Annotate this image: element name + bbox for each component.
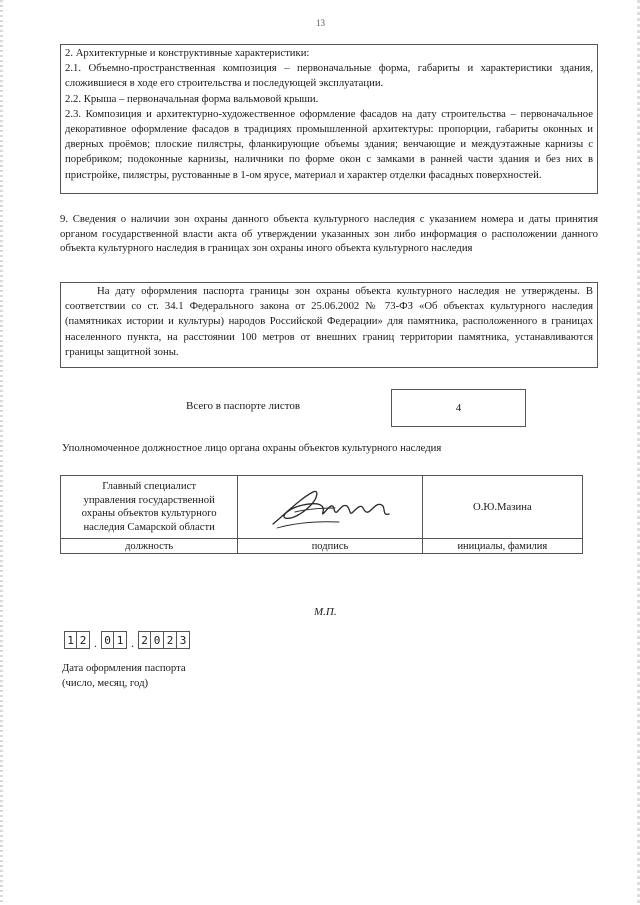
official-position xyxy=(61,476,238,539)
signature-row xyxy=(61,476,583,539)
official-position-line: охраны объектов культурного xyxy=(81,507,217,519)
section2-item-roof: 2.2. Крыша – первоначальная форма вальмовой крыши. xyxy=(65,92,319,105)
signature-cell xyxy=(238,476,422,539)
section2-heading: 2. Архитектурные и конструктивные характеристики: xyxy=(65,47,310,59)
official-name: О.Ю.Мазина xyxy=(422,476,582,539)
scan-edge-left xyxy=(0,0,3,905)
sheets-count-value: 4 xyxy=(455,402,462,414)
signature-captions-row xyxy=(61,539,583,554)
handwritten-signature xyxy=(255,478,405,536)
caption-position: должность xyxy=(61,539,238,554)
date-separator: . xyxy=(131,636,134,650)
sheets-count-label: Всего в паспорте листов xyxy=(186,400,301,412)
date-month-digit: 0 xyxy=(101,631,114,649)
page-number: 13 xyxy=(316,18,325,28)
date-month-digit: 1 xyxy=(114,631,127,649)
sheets-count-box xyxy=(391,389,526,427)
date-year-digit: 0 xyxy=(151,631,164,649)
authorized-official-heading: Уполномоченное должностное лицо органа охраны объектов культурного наследия xyxy=(62,442,442,454)
date-caption xyxy=(62,661,186,691)
protection-zones-text: На дату оформления паспорта границы зон охраны объекта культурного наследия не утверждены. В соответствии со ст. 34.1 Федерального закона от 25.06.2002 № 73-ФЗ «Об объектах культурного наследия (памятниках истории и культуры) народов Российской Федерации» для памятника, расположенного в границах населенного пункта, на расстоянии 100 метров от внешних границ территории памятника, устанавливаются границы защитной зоны. xyxy=(65,285,593,358)
passport-date xyxy=(64,631,190,649)
section2-item-facades: 2.3. Композиция и архитектурно-художественное оформление фасадов на дату строительства – первоначальное декоративное оформление фасадов в традициях промышленной архитектуры: пропорции, габариты оконных и дверных проёмов; плоские пилястры, фланкирующие объемы здания; венчающие и междуэтажные карнизы с поребриком; подоконные карнизы, наличники по форме окон с замками в ранней части здания и без них в пристройке, пилястры, рустованные в 1-ом ярусе, материал и характер отделки фасадных поверхностей. xyxy=(65,107,593,181)
caption-signature: подпись xyxy=(238,539,422,554)
stamp-label: М.П. xyxy=(314,606,337,618)
date-day-digit: 1 xyxy=(64,631,77,649)
date-year-digit: 2 xyxy=(138,631,151,649)
protection-zones-box xyxy=(60,282,598,368)
official-position-line: Главный специалист xyxy=(102,480,197,492)
section9-heading: 9. Сведения о наличии зон охраны данного объекта культурного наследия с указанием номера и даты принятия органом государственной власти акта об утверждении указанных зон либо информация о расположении данного объекта культурного наследия в границах зон охраны иного объекта культурного наследия xyxy=(60,213,598,254)
official-position-line: управления государственной xyxy=(83,493,215,506)
official-position-line: наследия Самарской области xyxy=(83,520,215,533)
architecture-characteristics-box xyxy=(60,44,598,194)
caption-name: инициалы, фамилия xyxy=(422,539,582,554)
section2-item-composition: 2.1. Объемно-пространственная композиция – первоначальные форма, габариты и характеристики здания, сложившиеся в ходе его строительства и последующей эксплуатации. xyxy=(65,62,593,90)
date-year-digit: 2 xyxy=(164,631,177,649)
date-caption-line: (число, месяц, год) xyxy=(62,677,149,689)
date-separator: . xyxy=(94,636,97,650)
signature-table xyxy=(60,475,583,554)
date-year-digit: 3 xyxy=(177,631,190,649)
date-caption-line: Дата оформления паспорта xyxy=(62,662,186,674)
date-day-digit: 2 xyxy=(77,631,90,649)
